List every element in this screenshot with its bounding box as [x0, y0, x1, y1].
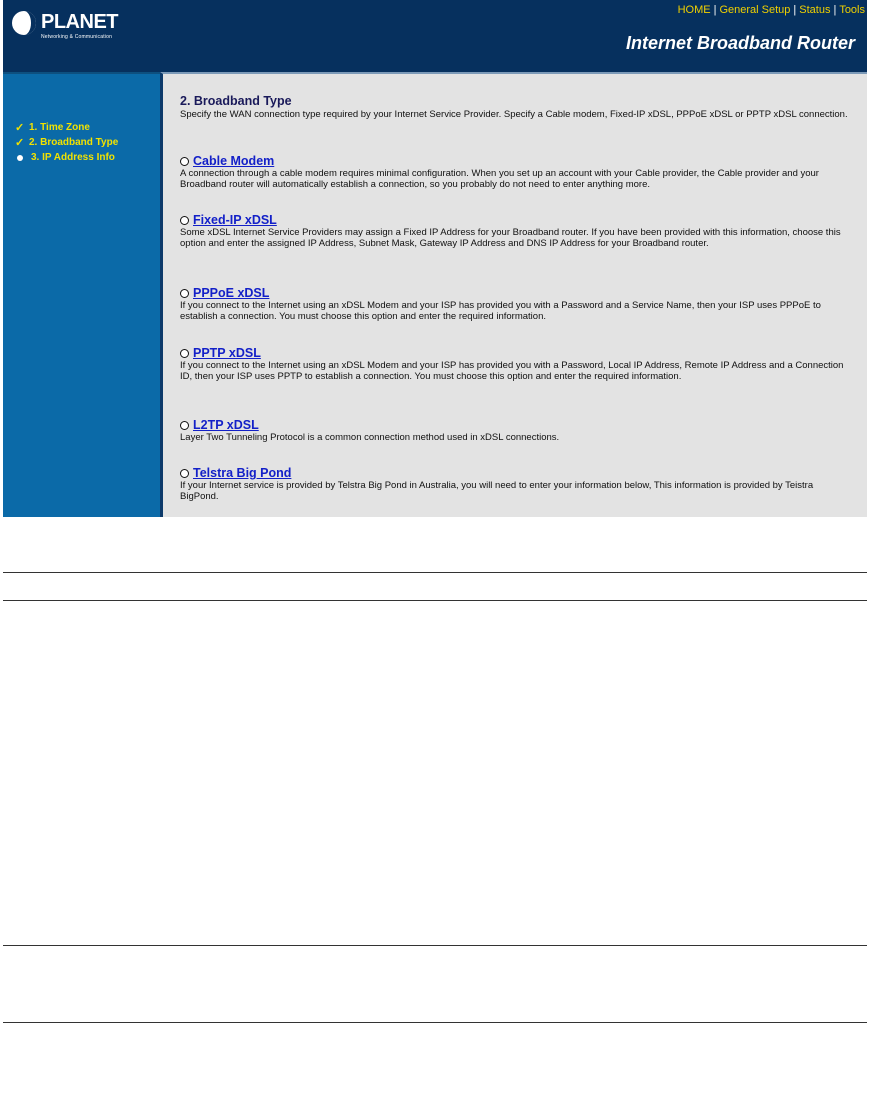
- option-description: If your Internet service is provided by Telstra Big Pond in Australia, you will need to enter your information below, This information is provided by Teistra BigPond.: [180, 480, 814, 503]
- nav-separator: |: [793, 4, 797, 16]
- option-fixed-ip-xdsl: [180, 213, 852, 249]
- option-telstra-big-pond: [180, 466, 852, 502]
- option-header: [180, 213, 852, 227]
- option-description: Some xDSL Internet Service Providers may assign a Fixed IP Address for your Broadband router. If you have been provided with this information, choose this option and enter the assigned IP Address, Subnet Mask, Gateway IP Address and DNS IP Address for your Broadband router.: [180, 227, 841, 250]
- nav-tools-link[interactable]: Tools: [839, 4, 865, 16]
- nav-separator: |: [713, 4, 717, 16]
- option-description: Layer Two Tunneling Protocol is a common connection method used in xDSL connections.: [180, 432, 560, 443]
- option-pppoe-xdsl: [180, 286, 852, 322]
- radio-cable-modem[interactable]: [180, 157, 189, 166]
- header-bar: [3, 0, 867, 72]
- wizard-steps: [15, 120, 118, 165]
- option-l2tp-xdsl: [180, 418, 852, 443]
- divider-line: [3, 572, 867, 573]
- link-cable-modem[interactable]: Cable Modem: [193, 154, 275, 168]
- divider-line: [3, 945, 867, 946]
- divider-line: [3, 1022, 867, 1023]
- top-navigation: [678, 4, 865, 16]
- page-title: 2. Broadband Type: [180, 94, 292, 108]
- nav-separator: |: [833, 4, 837, 16]
- main-content: [160, 72, 867, 517]
- option-header: [180, 466, 852, 480]
- option-description: If you connect to the Internet using an xDSL Modem and your ISP has provided you with a Password and a Service Name, then your ISP uses PPPoE to establish a connection. You must choose this option and enter the required information.: [180, 300, 821, 323]
- sidebar-item-label: 3. IP Address Info: [31, 152, 115, 163]
- option-cable-modem: [180, 154, 852, 190]
- radio-pppoe-xdsl[interactable]: [180, 289, 189, 298]
- link-telstra-big-pond[interactable]: Telstra Big Pond: [193, 466, 292, 480]
- sidebar-item-broadband-type[interactable]: [15, 135, 118, 150]
- option-pptp-xdsl: [180, 346, 852, 382]
- divider-line: [3, 600, 867, 601]
- nav-status-link[interactable]: Status: [799, 4, 831, 16]
- radio-pptp-xdsl[interactable]: [180, 349, 189, 358]
- option-description: A connection through a cable modem requires minimal configuration. When you set up an account with your Cable provider, the Cable provider and your Broadband router will automatically establish a connection, so you probably do not need to enter anything more.: [180, 168, 819, 191]
- nav-home-link[interactable]: HOME: [677, 4, 711, 16]
- radio-telstra-big-pond[interactable]: [180, 469, 189, 478]
- sidebar-item-label: 1. Time Zone: [29, 122, 90, 133]
- option-header: [180, 154, 852, 168]
- radio-l2tp-xdsl[interactable]: [180, 421, 189, 430]
- nav-general-setup-link[interactable]: General Setup: [719, 4, 791, 16]
- option-header: [180, 346, 852, 360]
- section-intro: Specify the WAN connection type required by your Internet Service Provider. Specify a Cable modem, Fixed-IP xDSL, PPPoE xDSL or PPTP xDSL connection.: [180, 109, 848, 120]
- sidebar-item-time-zone[interactable]: [15, 120, 118, 135]
- option-header: [180, 418, 852, 432]
- link-fixed-ip-xdsl[interactable]: Fixed-IP xDSL: [193, 213, 277, 227]
- logo-tagline: Networking & Communication: [41, 34, 113, 40]
- link-pptp-xdsl[interactable]: PPTP xDSL: [193, 346, 261, 360]
- checkmark-icon: ✓: [15, 122, 25, 134]
- sidebar-item-label: 2. Broadband Type: [29, 137, 119, 148]
- link-pppoe-xdsl[interactable]: PPPoE xDSL: [193, 286, 270, 300]
- checkmark-icon: ✓: [15, 137, 25, 149]
- sidebar-item-ip-address-info[interactable]: [15, 150, 118, 165]
- product-title: Internet Broadband Router: [625, 33, 855, 53]
- planet-logo[interactable]: [11, 8, 151, 48]
- radio-fixed-ip-xdsl[interactable]: [180, 216, 189, 225]
- section-header: [180, 94, 850, 120]
- logo-text: PLANET: [41, 11, 118, 33]
- option-description: If you connect to the Internet using an xDSL Modem and your ISP has provided you with a Password, Local IP Address, Remote IP Address and a Connection ID, then your ISP uses PPTP to establish a connection. You must choose this option and enter the required information.: [180, 360, 844, 383]
- option-header: [180, 286, 852, 300]
- wizard-sidebar: [3, 72, 160, 517]
- bullet-dot-icon: [17, 155, 23, 161]
- planet-logo-icon: [11, 10, 37, 36]
- link-l2tp-xdsl[interactable]: L2TP xDSL: [193, 418, 259, 432]
- router-web-ui: [3, 0, 867, 517]
